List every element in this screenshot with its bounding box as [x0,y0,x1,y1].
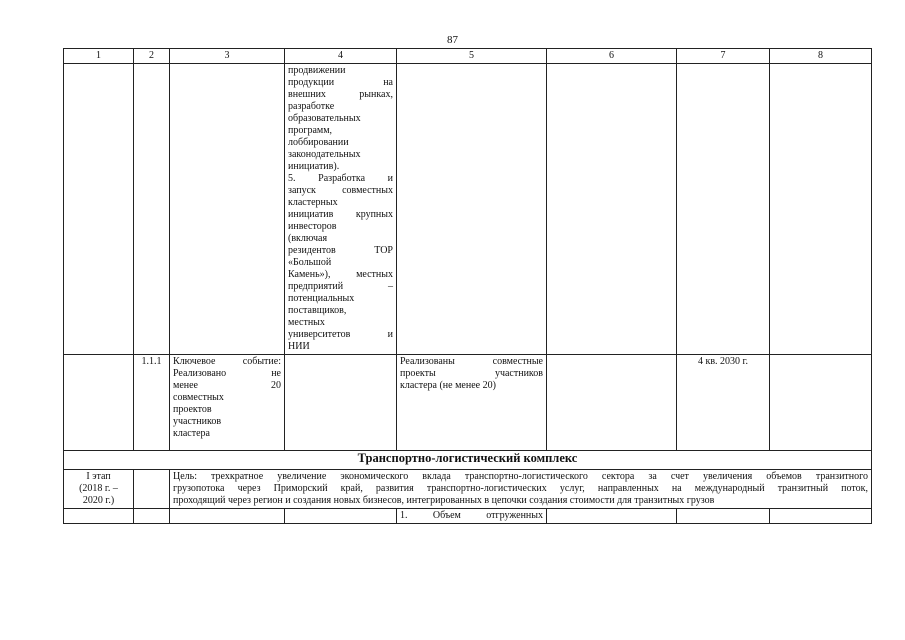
cell-r2-c6 [547,355,677,451]
header-col-4: 4 [285,49,397,64]
cell-r2-c4 [285,355,397,451]
table-row-key-event [64,355,872,451]
table-row-indicator [64,509,872,524]
stage-text [67,471,130,507]
key-event-line: совместных [173,392,224,403]
header-row [64,49,872,64]
result-line: Реализованы совместные [400,356,543,367]
measures-line: инициатив крупных [288,209,393,220]
measures-line: (включая [288,233,328,244]
header-col-8: 8 [770,49,872,64]
goal-line: Цель: трехкратное увеличение экономического вклада транспортно-логистического сектора за счет увеличения объемов транзитного [173,471,868,482]
header-col-6: 6 [547,49,677,64]
section-title: Транспортно-логистический комплекс [64,451,872,470]
cell-r1-c7 [677,64,770,355]
measures-line: законодательных [288,149,361,160]
indicator-cell [397,509,547,524]
goal-line: грузопотока через Приморский край, развития транспортно-логистических услуг, направленных на международный транзитный поток, [173,483,868,494]
measures-line: образовательных [288,113,361,124]
header-col-7: 7 [677,49,770,64]
cell-r4-c8 [770,509,872,524]
cell-r4-c7 [677,509,770,524]
cell-r4-c3 [170,509,285,524]
measures-line: университетов и [288,329,393,340]
page-number: 87 [447,34,458,46]
section-row [64,451,872,470]
cell-r1-c6 [547,64,677,355]
measures-line: разработке [288,101,335,112]
key-event-line: кластера [173,428,210,439]
cell-r1-c5 [397,64,547,355]
cell-r1-c8 [770,64,872,355]
key-event-line: менее 20 [173,380,281,391]
cell-r3-c2 [134,470,170,509]
event-number: 1.1.1 [134,355,170,451]
measures-line: запуск совместных [288,185,393,196]
cell-r2-c8 [770,355,872,451]
stage-line: I этап [86,471,111,482]
key-event-text [173,356,281,440]
indicator-text: 1. Объем отгруженных [400,510,543,521]
key-event-line: Реализовано не [173,368,281,379]
header-col-2: 2 [134,49,170,64]
measures-line: Камень»), местных [288,269,393,280]
document-table [63,48,872,524]
measures-line: местных [288,317,325,328]
measures-line: поставщиков, [288,305,347,316]
goal-line: проходящий через регион и создания новых бизнесов, интегрированных в цепочки создания стоимости для транзитных грузов [173,495,715,506]
cell-r4-c6 [547,509,677,524]
cell-r1-c2 [134,64,170,355]
measures-line: продвижении [288,65,346,76]
goal-text [173,471,868,507]
cell-r1-c4 [285,64,397,355]
deadline-text: 4 кв. 2030 г. [677,355,770,451]
measures-line: резидентов ТОР [288,245,393,256]
stage-cell [64,470,134,509]
measures-line: кластерных [288,197,338,208]
measures-line: лоббировании [288,137,349,148]
table-row-stage [64,470,872,509]
measures-line: инвесторов [288,221,337,232]
measures-line: предприятий – [288,281,393,292]
measures-line: внешних рынках, [288,89,393,100]
key-event-line: Ключевое событие: [173,356,281,367]
result-line: проекты участников [400,368,543,379]
stage-line: 2020 г.) [82,495,115,506]
key-event-line: проектов [173,404,212,415]
cell-r4-c4 [285,509,397,524]
measures-line: продукции на [288,77,393,88]
goal-cell [170,470,872,509]
measures-line: программ, [288,125,333,136]
header-col-3: 3 [170,49,285,64]
stage-line: (2018 г. – [79,483,118,494]
measures-line: инициатив). [288,161,340,172]
cell-r4-c2 [134,509,170,524]
result-text [400,356,543,392]
result-line: кластера (не менее 20) [400,380,496,391]
key-event-line: участников [173,416,222,427]
cell-r2-c3 [170,355,285,451]
measures-line: «Большой [288,257,332,268]
measures-line: потенциальных [288,293,355,304]
measures-line: 5. Разработка и [288,173,393,184]
header-col-5: 5 [397,49,547,64]
measures-text [288,65,393,353]
table-row-continuation [64,64,872,355]
header-col-1: 1 [64,49,134,64]
cell-r2-c1 [64,355,134,451]
measures-line: НИИ [288,341,310,352]
cell-r1-c1 [64,64,134,355]
cell-r1-c3 [170,64,285,355]
cell-r4-c1 [64,509,134,524]
cell-r2-c5 [397,355,547,451]
